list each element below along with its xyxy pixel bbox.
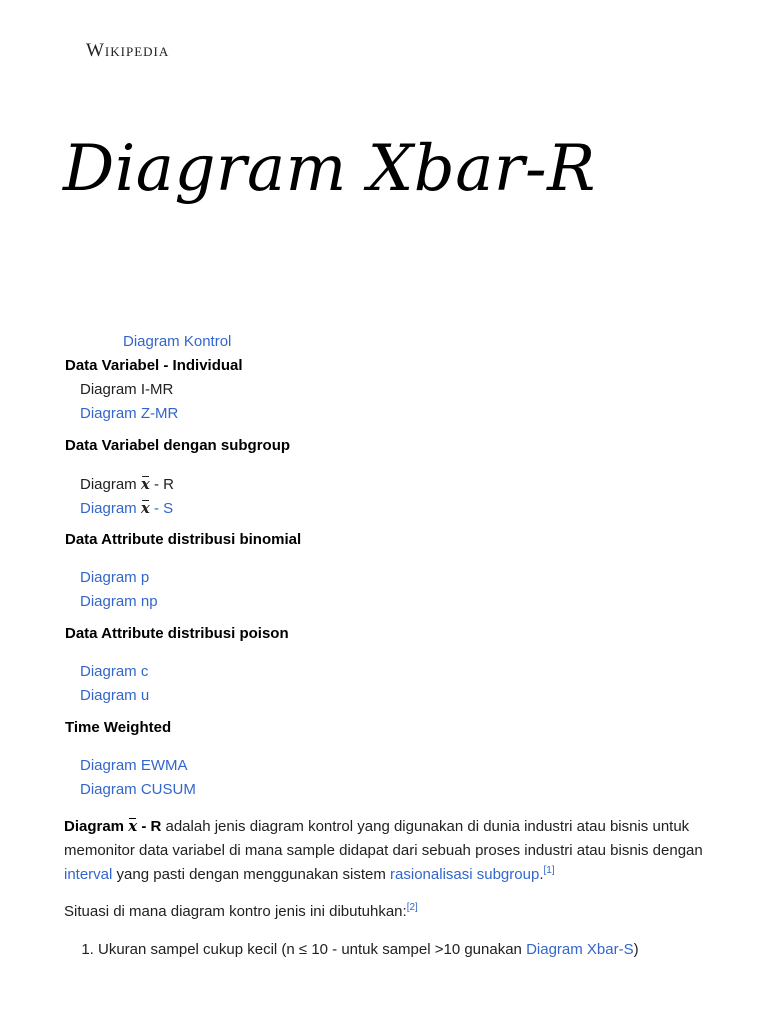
- link-diagram-z-mr[interactable]: Diagram Z-MR: [80, 405, 179, 422]
- needs-list: [64, 938, 639, 962]
- link-diagram-u[interactable]: Diagram u: [80, 687, 150, 704]
- intro-paragraph: Diagram x - R adalah jenis diagram kontrol yang digunakan di dunia industri atau bisnis untuk memonitor data variabel di mana sample didapat dari sebuah proses industri atau bisnis dengan interval yang pasti dengan menggunakan sistem rasionalisasi subgroup.[1]: [64, 817, 703, 883]
- group-list-time-weighted: [65, 754, 565, 802]
- group-title-subgroup: Data Variabel dengan subgroup: [65, 437, 291, 454]
- item-diagram-xbar-r: Diagram x - R: [80, 475, 174, 493]
- reference-2[interactable]: [2]: [406, 902, 418, 913]
- link-diagram-np[interactable]: Diagram np: [80, 593, 158, 610]
- xbar-symbol: x: [140, 499, 150, 517]
- wikipedia-wordmark[interactable]: Wikipedia: [86, 40, 170, 61]
- link-diagram-cusum[interactable]: Diagram CUSUM: [80, 781, 196, 798]
- group-title-poison: Data Attribute distribusi poison: [65, 625, 289, 642]
- link-diagram-p[interactable]: Diagram p: [80, 569, 150, 586]
- intro-bold-term: Diagram x - R: [64, 817, 162, 835]
- page-title: Diagram Xbar-R: [63, 132, 596, 206]
- link-rasionalisasi-subgroup[interactable]: rasionalisasi subgroup: [390, 866, 540, 883]
- item-diagram-i-mr: Diagram I-MR: [80, 381, 174, 398]
- link-interval[interactable]: interval: [64, 866, 113, 883]
- group-list-poison: [65, 660, 565, 708]
- navbox-heading-link[interactable]: Diagram Kontrol: [123, 333, 232, 350]
- group-title-individual: Data Variabel - Individual: [65, 357, 243, 374]
- link-diagram-c[interactable]: Diagram c: [80, 663, 149, 680]
- group-list-subgroup: [65, 472, 565, 520]
- xbar-symbol: x: [140, 475, 150, 493]
- navbox-diagram-kontrol: [65, 330, 565, 802]
- group-list-binomial: [65, 566, 565, 614]
- group-title-time-weighted: Time Weighted: [65, 719, 172, 736]
- situation-paragraph: Situasi di mana diagram kontro jenis ini dibutuhkan:[2]: [64, 902, 418, 920]
- group-title-binomial: Data Attribute distribusi binomial: [65, 531, 302, 548]
- link-diagram-xbar-s-inline[interactable]: Diagram Xbar-S: [526, 941, 634, 958]
- link-diagram-xbar-s[interactable]: Diagram x - S: [80, 499, 174, 517]
- link-diagram-ewma[interactable]: Diagram EWMA: [80, 757, 188, 774]
- reference-1[interactable]: [1]: [543, 865, 555, 876]
- group-list-individual: [65, 378, 565, 426]
- list-item: 1. Ukuran sampel cukup kecil (n ≤ 10 - untuk sampel >10 gunakan Diagram Xbar-S): [98, 938, 639, 962]
